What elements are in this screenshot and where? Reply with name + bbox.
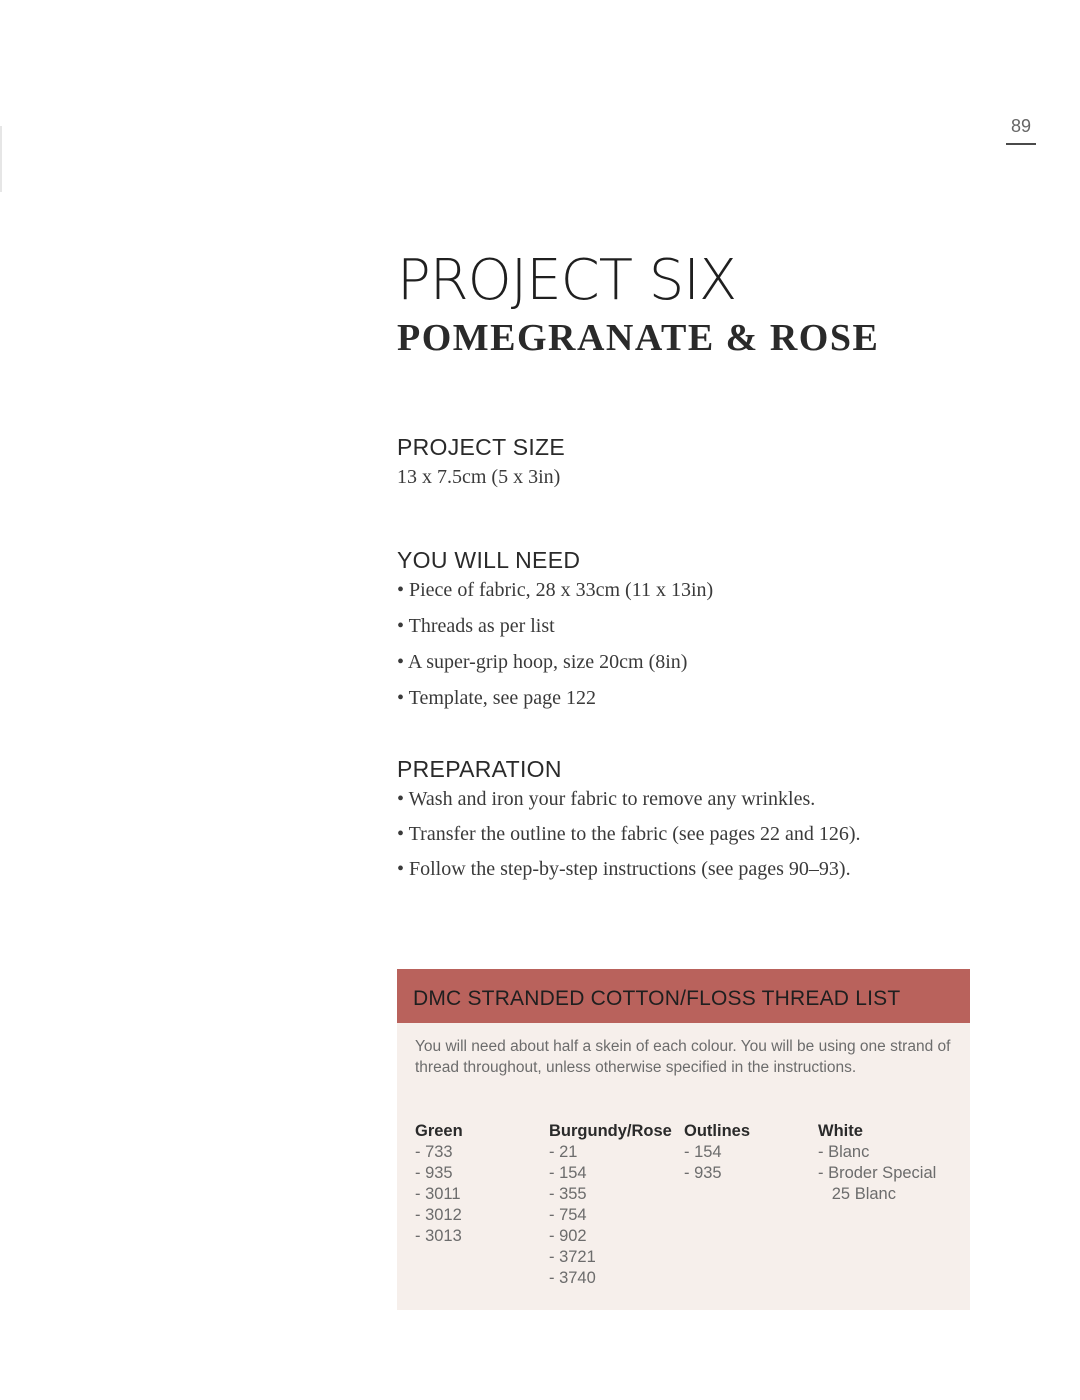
thread-item: - 754	[549, 1206, 587, 1224]
thread-item: - 3012	[415, 1206, 462, 1224]
thread-item: - 3013	[415, 1227, 462, 1245]
list-item: • Follow the step-by-step instructions (see pages 90–93).	[397, 858, 851, 880]
list-item: • Template, see page 122	[397, 687, 597, 709]
thread-item: - 3740	[549, 1269, 596, 1287]
page-title: PROJECT SIX	[397, 248, 737, 313]
thread-list-heading: DMC STRANDED COTTON/FLOSS THREAD LIST	[397, 969, 970, 1023]
thread-item: - 3011	[415, 1185, 461, 1203]
you-will-need-list	[397, 578, 977, 710]
you-will-need-section	[397, 547, 977, 710]
thread-list-box	[397, 969, 970, 1310]
thread-item: 25 Blanc	[818, 1185, 896, 1203]
thread-item: - 935	[684, 1164, 722, 1182]
project-size-value: 13 x 7.5cm (5 x 3in)	[397, 466, 561, 488]
page-subtitle: POMEGRANATE & ROSE	[397, 317, 880, 359]
thread-column-burgundy-rose	[549, 1121, 672, 1289]
thread-item: - 902	[549, 1227, 587, 1245]
thread-list-note: You will need about half a skein of each colour. You will be using one strand of thread throughout, unless otherwise specified in the instructions.	[415, 1038, 951, 1076]
thread-column-white	[818, 1121, 936, 1205]
thread-item: - 935	[415, 1164, 453, 1182]
thread-item: - Broder Special	[818, 1164, 937, 1182]
thread-column-title: Burgundy/Rose	[549, 1122, 672, 1140]
main-content	[397, 250, 977, 892]
thread-column-title: Green	[415, 1122, 463, 1140]
list-item: • Wash and iron your fabric to remove any wrinkles.	[397, 788, 816, 810]
page-number: 89	[1006, 116, 1036, 145]
preparation-list	[397, 787, 977, 881]
thread-item: - Blanc	[818, 1143, 870, 1161]
you-will-need-heading: YOU WILL NEED	[397, 547, 581, 573]
thread-item: - 21	[549, 1143, 578, 1161]
project-size-section	[397, 434, 977, 489]
preparation-heading: PREPARATION	[397, 756, 562, 782]
thread-item: - 154	[549, 1164, 587, 1182]
page-edge-mark	[0, 126, 2, 192]
thread-column-title: Outlines	[684, 1122, 751, 1140]
list-item: • Piece of fabric, 28 x 33cm (11 x 13in)	[397, 579, 714, 601]
list-item: • Threads as per list	[397, 615, 555, 637]
thread-item: - 355	[549, 1185, 587, 1203]
thread-column-title: White	[818, 1122, 863, 1140]
thread-item: - 3721	[549, 1248, 596, 1266]
project-size-heading: PROJECT SIZE	[397, 434, 566, 460]
thread-column-green	[415, 1121, 463, 1247]
preparation-section	[397, 756, 977, 881]
list-item: • A super-grip hoop, size 20cm (8in)	[397, 651, 688, 673]
list-item: • Transfer the outline to the fabric (see pages 22 and 126).	[397, 823, 861, 845]
thread-item: - 154	[684, 1143, 722, 1161]
thread-item: - 733	[415, 1143, 453, 1161]
thread-column-outlines	[684, 1121, 750, 1184]
